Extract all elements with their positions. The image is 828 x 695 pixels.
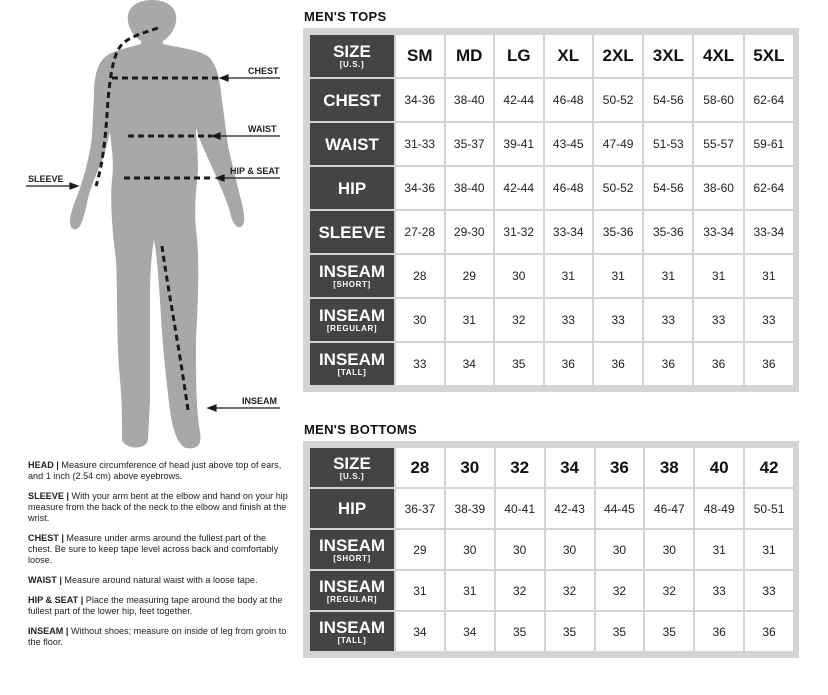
table-cell: 29 [446,255,494,297]
row-label [310,571,394,610]
table-cell: 29-30 [446,211,494,253]
table-cell: 31 [446,299,494,341]
table-cell: 40-41 [496,489,544,528]
row-label [310,530,394,569]
table-cell: 35 [596,612,644,651]
row-label [310,489,394,528]
instruction-hip-seat: HIP & SEAT | Place the measuring tape around the body at the fullest part of the lower hip, feet together. [28,595,283,616]
size-header-cell: XL [545,35,593,77]
table-cell: 29 [396,530,444,569]
table-cell: 32 [645,571,693,610]
size-header-cell: 34 [546,448,594,487]
table-cell: 34-36 [396,167,444,209]
size-header-cell: LG [495,35,543,77]
row-label-text: INSEAM [318,535,386,555]
table-cell: 34 [446,343,494,385]
table-cell: 46-48 [545,167,593,209]
table-cell: 43-45 [545,123,593,165]
table-row [310,489,793,528]
table-cell: 51-53 [644,123,692,165]
table-cell: 35-36 [644,211,692,253]
table-cell: 34 [396,612,444,651]
table-cell: 28 [396,255,444,297]
row-label-text: INSEAM [318,262,386,281]
table-cell: 42-43 [546,489,594,528]
table-cell: 35 [496,612,544,651]
body-measurement-figure [0,0,300,455]
table-cell: 31-32 [495,211,543,253]
table-row [310,530,793,569]
table-cell: 54-56 [644,167,692,209]
mens-bottoms-title: MEN'S BOTTOMS [304,422,417,437]
table-cell: 36 [594,343,642,385]
table-cell: 30 [596,530,644,569]
table-cell: 36-37 [396,489,444,528]
size-header-cell: 32 [496,448,544,487]
table-cell: 32 [546,571,594,610]
table-cell: 27-28 [396,211,444,253]
table-cell: 46-48 [545,79,593,121]
table-cell: 47-49 [594,123,642,165]
table-cell: 33-34 [745,211,793,253]
row-label-subtext: [SHORT] [333,553,371,563]
row-label-text: SLEEVE [318,222,386,242]
table-cell: 33 [695,571,743,610]
table-cell: 42-44 [495,79,543,121]
table-cell: 50-51 [745,489,793,528]
waist-callout-label: WAIST [248,124,277,134]
body-silhouette-illustration [0,0,300,455]
table-row [310,211,793,253]
table-cell: 35 [645,612,693,651]
table-cell: 38-40 [446,79,494,121]
row-label-subtext: [U.S.] [339,471,365,481]
row-label-text: HIP [337,499,367,518]
table-cell: 34-36 [396,79,444,121]
table-cell: 30 [496,530,544,569]
size-header-cell: 38 [645,448,693,487]
row-label [310,612,394,651]
table-cell: 32 [496,571,544,610]
table-row [310,79,793,121]
table-cell: 33 [644,299,692,341]
table-cell: 59-61 [745,123,793,165]
row-label [310,79,394,121]
instruction-head: HEAD | Measure circumference of head just above top of ears, and 1 inch (2.54 cm) above eyebrows. [28,460,282,481]
row-label-text: INSEAM [318,350,386,369]
size-header-cell: 28 [396,448,444,487]
table-cell: 30 [446,530,494,569]
mens-bottoms-table-frame [303,441,799,658]
size-header-cell: 36 [596,448,644,487]
mens-tops-title: MEN'S TOPS [304,9,387,24]
table-cell: 31 [745,255,793,297]
row-label-subtext: [REGULAR] [326,594,378,604]
size-header-cell: 2XL [594,35,642,77]
table-row [310,167,793,209]
table-cell: 44-45 [596,489,644,528]
table-cell: 35 [495,343,543,385]
size-header-cell: 30 [446,448,494,487]
row-label-text: HIP [337,178,367,198]
size-header-cell: 5XL [745,35,793,77]
size-header-cell: SM [396,35,444,77]
table-cell: 32 [495,299,543,341]
table-cell: 46-47 [645,489,693,528]
table-cell: 36 [545,343,593,385]
row-label-text: INSEAM [318,576,386,596]
body-silhouette [70,0,244,448]
row-label-subtext: [TALL] [337,368,367,377]
table-cell: 31-33 [396,123,444,165]
instruction-inseam: INSEAM | Without shoes; measure on inside of leg from groin to the floor. [28,626,287,647]
sleeve-callout-label: SLEEVE [28,174,64,184]
table-cell: 33-34 [545,211,593,253]
table-cell: 33 [396,343,444,385]
size-header-cell: 42 [745,448,793,487]
table-row [310,255,793,297]
row-label-text: INSEAM [318,617,386,637]
size-header-cell: MD [446,35,494,77]
table-cell: 48-49 [695,489,743,528]
table-row [310,299,793,341]
table-cell: 33 [694,299,742,341]
table-cell: 31 [446,571,494,610]
mens-tops-table-frame [303,28,799,392]
table-cell: 30 [546,530,594,569]
table-cell: 54-56 [644,79,692,121]
table-cell: 35-37 [446,123,494,165]
table-cell: 33 [745,299,793,341]
table-cell: 31 [695,530,743,569]
row-label-text: SIZE [333,453,371,473]
table-cell: 35 [546,612,594,651]
table-cell: 31 [694,255,742,297]
size-header-cell: 4XL [694,35,742,77]
table-cell: 32 [596,571,644,610]
row-label-text: SIZE [333,42,371,61]
row-label [310,123,394,165]
table-cell: 31 [396,571,444,610]
table-cell: 62-64 [745,79,793,121]
instruction-sleeve: SLEEVE | With your arm bent at the elbow and hand on your hip measure from the back of the neck to the elbow and finish at the wrist. [28,491,288,523]
table-cell: 31 [745,530,793,569]
row-label [310,35,394,77]
row-label-subtext: [U.S.] [339,60,365,69]
size-header-cell: 3XL [644,35,692,77]
table-cell: 50-52 [594,79,642,121]
table-cell: 30 [645,530,693,569]
table-row [310,343,793,385]
row-label-text: WAIST [325,134,379,154]
table-cell: 36 [694,343,742,385]
table-cell: 31 [644,255,692,297]
hip-seat-callout-label: HIP & SEAT [230,166,280,176]
table-cell: 36 [644,343,692,385]
table-cell: 36 [745,612,793,651]
chest-callout-label: CHEST [248,66,279,76]
table-cell: 31 [594,255,642,297]
table-cell: 39-41 [495,123,543,165]
table-cell: 36 [745,343,793,385]
table-cell: 38-60 [694,167,742,209]
table-row [310,571,793,610]
table-cell: 55-57 [694,123,742,165]
table-cell: 34 [446,612,494,651]
row-label [310,167,394,209]
table-row [310,612,793,651]
table-cell: 35-36 [594,211,642,253]
size-header-row [310,448,793,487]
table-cell: 31 [545,255,593,297]
table-cell: 33-34 [694,211,742,253]
row-label-subtext: [TALL] [337,635,367,645]
row-label [310,211,394,253]
table-cell: 50-52 [594,167,642,209]
table-cell: 30 [495,255,543,297]
row-label-text: INSEAM [318,306,386,325]
table-cell: 62-64 [745,167,793,209]
row-label [310,299,394,341]
row-label [310,343,394,385]
size-header-cell: 40 [695,448,743,487]
inseam-callout-label: INSEAM [242,396,278,406]
table-cell: 33 [545,299,593,341]
mens-tops-size-table [308,33,795,387]
table-cell: 30 [396,299,444,341]
table-cell: 36 [695,612,743,651]
table-cell: 33 [594,299,642,341]
table-cell: 38-39 [446,489,494,528]
row-label-subtext: [REGULAR] [326,324,378,333]
table-row [310,123,793,165]
row-label [310,448,394,487]
measuring-instructions [28,460,290,657]
row-label-text: CHEST [323,90,381,110]
row-label-subtext: [SHORT] [333,280,371,289]
instruction-waist: WAIST | Measure around natural waist with a loose tape. [28,575,258,585]
table-cell: 33 [745,571,793,610]
mens-bottoms-size-table [308,446,795,653]
table-cell: 38-40 [446,167,494,209]
size-header-row [310,35,793,77]
instruction-chest: CHEST | Measure under arms around the fullest part of the chest. Be sure to keep tape level across back and comfortably loose. [28,533,279,565]
table-cell: 42-44 [495,167,543,209]
row-label [310,255,394,297]
table-cell: 58-60 [694,79,742,121]
